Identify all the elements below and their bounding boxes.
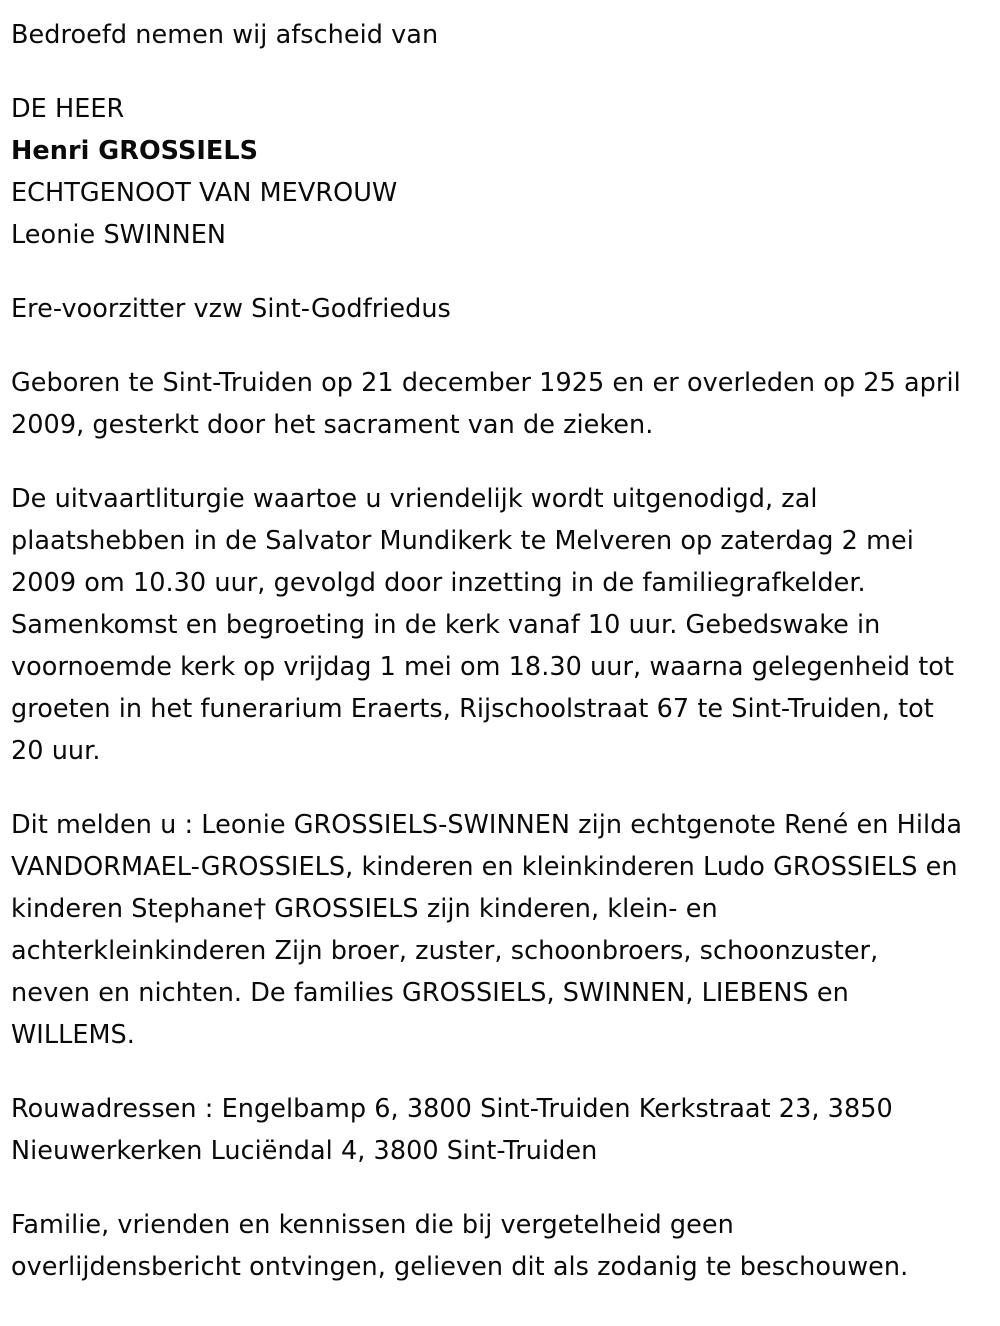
deceased-name: Henri GROSSIELS [11,136,259,166]
announced-by-paragraph: Dit melden u : Leonie GROSSIELS-SWINNEN zijn echtgenote René en Hilda VANDORMAEL-GROSSIELS, kinderen en kleinkinderen Ludo GROSSIELS en kinderen Stephane† GROSSIELS zijn kinderen, klein- en achterkleinkinderen Zijn broer, zuster, schoonbroers, schoonzuster, neven en nichten. De families GROSSIELS, SWINNEN, LIEBENS en WILLEMS. [11,810,971,1050]
mourning-addresses-block [11,1088,970,1172]
service-details-paragraph: De uitvaartliturgie waartoe u vriendelijk wordt uitgenodigd, zal plaatshebben in de Salvator Mundikerk te Melveren op zaterdag 2 mei 2009 om 10.30 uur, gevolgd door inzetting in de familiegrafkelder. Samenkomst en begroeting in de kerk vanaf 10 uur. Gebedswake in voornoemde kerk op vrijdag 1 mei om 18.30 uur, waarna gelegenheid tot groeten in het funerarium Eraerts, Rijschoolstraat 67 te Sint-Truiden, tot 20 uur. [11,484,963,766]
announced-by-block [11,804,970,1056]
mourning-addresses-paragraph: Rouwadressen : Engelbamp 6, 3800 Sint-Truiden Kerkstraat 23, 3850 Nieuwerkerken Luciëndal 4, 3800 Sint-Truiden [11,1094,901,1166]
opening-line: Bedroefd nemen wij afscheid van [11,20,439,50]
opening-block [11,14,970,56]
deceased-block [11,88,970,256]
birth-death-paragraph: Geboren te Sint-Truiden op 21 december 1925 en er overleden op 25 april 2009, gesterkt door het sacrament van de zieken. [11,368,969,440]
honorific-block [11,288,970,330]
spouse-name: Leonie SWINNEN [11,220,227,250]
closing-note-paragraph: Familie, vrienden en kennissen die bij vergetelheid geen overlijdensbericht ontvingen, gelieven dit als zodanig te beschouwen. [11,1210,909,1282]
honorific-line: Ere-voorzitter vzw Sint-Godfriedus [11,294,451,324]
deceased-title: DE HEER [11,94,125,124]
birth-death-block [11,362,970,446]
service-details-block [11,478,970,772]
closing-note-block [11,1204,970,1288]
spouse-label: ECHTGENOOT VAN MEVROUW [11,178,398,208]
